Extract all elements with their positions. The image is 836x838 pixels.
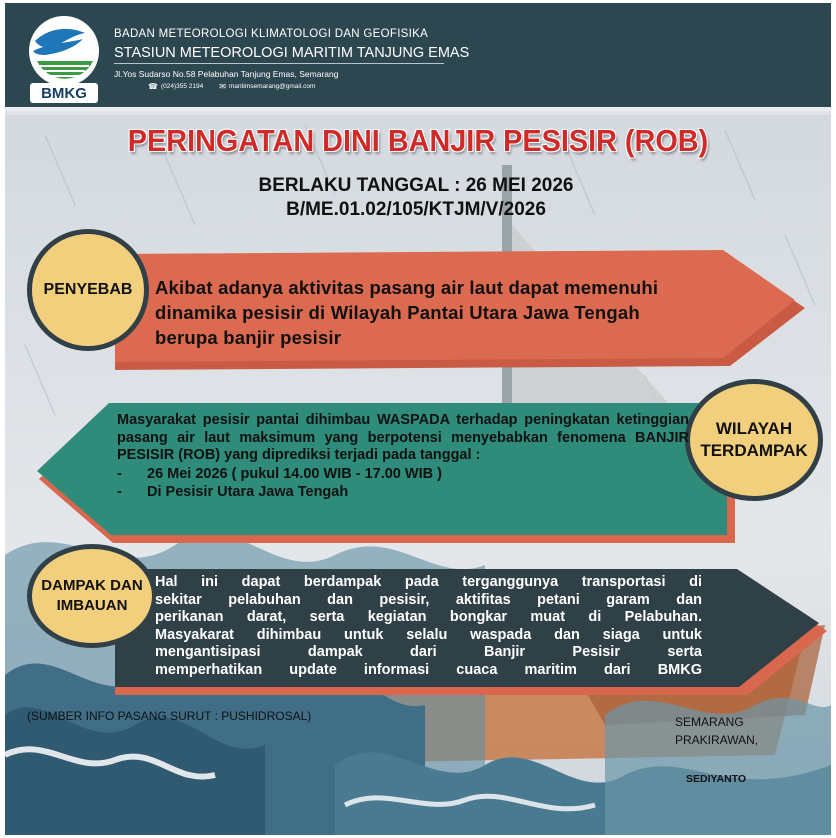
- dampak-text-line: Hal ini dapat berdampak pada terganggunya transportasi di: [155, 574, 702, 590]
- wilayah-label-circle: [685, 379, 823, 501]
- signature-role: PRAKIRAWAN,: [675, 733, 759, 747]
- organization-name: BADAN METEOROLOGI KLIMATOLOGI DAN GEOFISIKA: [114, 28, 429, 40]
- wilayah-label-line2: TERDAMPAK: [700, 441, 808, 460]
- dampak-label: [41, 576, 142, 616]
- email-address: maritimsemarang@gmail.com: [228, 83, 316, 90]
- wilayah-paragraph: Masyarakat pesisir pantai dihimbau WASPADA terhadap peningkatan ketinggian pasang air laut maksimum yang berpotensi menyebabkan fenomena BANJIR PESISIR (ROB) yang diprediksi terjadi pada tanggal :: [117, 412, 689, 463]
- wilayah-bullet-text: 26 Mei 2026 ( pukul 14.00 WIB - 17.00 WIB ): [147, 465, 442, 482]
- penyebab-text: Akibat adanya aktivitas pasang air laut dapat memenuhi dinamika pesisir di Wilayah Pantai Utara Jawa Tengah berupa banjir pesisir: [155, 277, 659, 348]
- dampak-text-line: Masyakarat dihimbau untuk selalu waspada dan siaga untuk: [155, 626, 702, 643]
- penyebab-label: PENYEBAB: [43, 281, 133, 298]
- header-divider: [114, 63, 444, 64]
- dampak-text-line: memperhatikan update informasi cuaca maritim dari BMKG: [155, 661, 702, 678]
- logo-text: BMKG: [41, 85, 87, 102]
- address: Jl.Yos Sudarso No.58 Pelabuhan Tanjung Emas, Semarang: [114, 69, 339, 79]
- wilayah-bullet-text: Di Pesisir Utara Jawa Tengah: [147, 484, 349, 500]
- dampak-label-line1: DAMPAK DAN: [41, 577, 143, 594]
- bullet-marker: -: [117, 465, 122, 482]
- bullet-marker: -: [117, 484, 122, 500]
- wilayah-label-line1: WILAYAH: [715, 419, 793, 438]
- penyebab-label-circle: [27, 229, 149, 351]
- source-note: (SUMBER INFO PASANG SURUT : PUSHIDROSAL): [27, 709, 312, 723]
- dampak-text-line: perikanan darat, serta kegiatan bongkar muat di Pelabuhan.: [155, 609, 702, 625]
- signature-name: SEDIYANTO: [686, 773, 747, 785]
- contact-info: [148, 82, 315, 91]
- dampak-text-line: mengantisipasi dampak dari Banjir Pesisir serta: [155, 644, 702, 660]
- dampak-label-circle: [27, 544, 157, 648]
- wilayah-bullet-item: [117, 466, 689, 484]
- dampak-text: [155, 574, 702, 679]
- phone-icon: ☎: [148, 82, 158, 91]
- warning-poster: [5, 3, 831, 835]
- dampak-text-line: sekitar pelabuhan dan pesisir, aktifitas petani garam dan: [155, 591, 702, 608]
- header-bar: [5, 3, 831, 111]
- phone-number: (024)355 2194: [160, 83, 204, 90]
- page-title: PERINGATAN DINI BANJIR PESISIR (ROB): [127, 123, 709, 158]
- wilayah-text: [117, 412, 689, 502]
- email-icon: ✉: [219, 82, 226, 91]
- station-name: STASIUN METEOROLOGI MARITIM TANJUNG EMAS: [114, 45, 470, 61]
- dampak-label-line2: IMBAUAN: [56, 597, 128, 614]
- wilayah-label: [700, 418, 807, 462]
- document-number: B/ME.01.02/105/KTJM/V/2026: [286, 199, 546, 220]
- signature-city: SEMARANG: [675, 715, 744, 729]
- bmkg-logo: [23, 13, 105, 105]
- wilayah-bullet-item: [117, 484, 689, 502]
- valid-date: BERLAKU TANGGAL : 26 MEI 2026: [258, 175, 574, 196]
